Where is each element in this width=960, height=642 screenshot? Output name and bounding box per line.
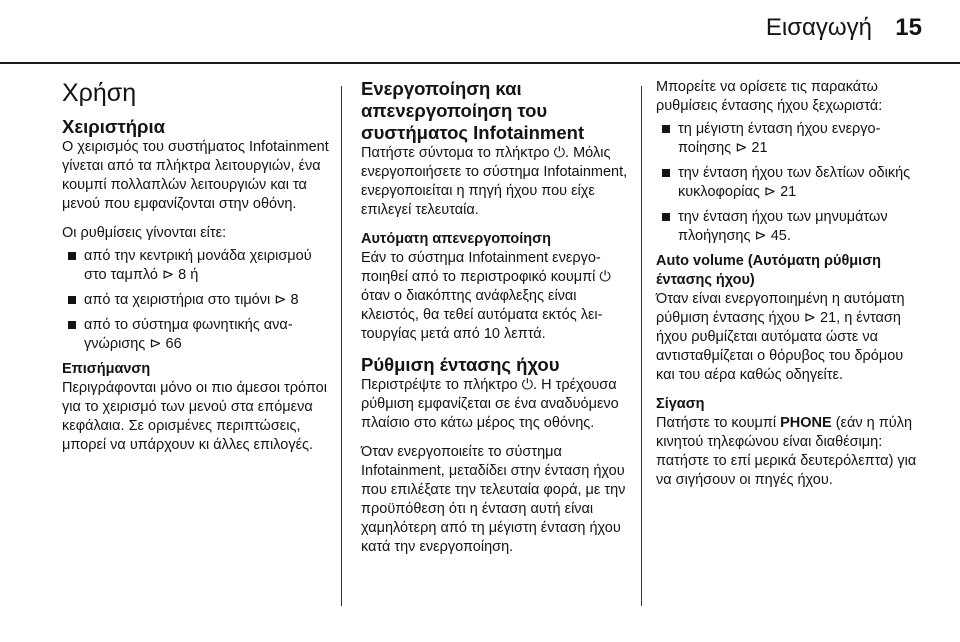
paragraph: Οι ρυθμίσεις γίνονται είτε: xyxy=(62,225,227,241)
reference-arrow-icon: ⊳ xyxy=(274,292,287,308)
note-text: Περιγράφονται μόνο οι πιο άμεσοι τρόποι για το χειρισμό των μενού στα επόμενα κεφάλαια. Σε ορισμένες περιπτώσεις, μπορεί να υπάρχουν κι άλλες επιλογές. xyxy=(62,380,327,453)
column-divider xyxy=(641,86,642,606)
subsection-heading: Ρύθμιση έντασης ήχου xyxy=(361,354,560,375)
reference-arrow-icon: ⊳ xyxy=(149,336,162,352)
subsection-heading: Χειριστήρια xyxy=(62,116,166,137)
paragraph: Ο χειρισμός του συστήματος Infotainment γίνεται από τα πλήκτρα λειτουργιών, ένα κουμπί πολλαπλών λειτουργιών και τα μενού που εμφανίζονται στην οθόνη. xyxy=(62,139,329,212)
list-item: από την κεντρική μονάδα χειρισμού στο ταμπλό ⊳ 8 ή xyxy=(62,247,332,285)
paragraph: Περιστρέψτε το πλήκτρο ⏻. Η τρέχουσα ρύθμιση εμφανίζεται σε ένα αναδυόμενο πλαίσιο στο κάτω μέρος της οθόνης. xyxy=(361,377,619,431)
chapter-title: Εισαγωγή xyxy=(765,14,872,41)
reference-arrow-icon: ⊳ xyxy=(161,267,175,283)
subsection-heading: Σίγαση xyxy=(656,396,705,412)
list-item: την ένταση ήχου των μηνυμάτων πλοήγησης ⊳ 45. xyxy=(656,208,918,246)
page-number: 15 xyxy=(895,14,922,41)
power-knob-icon: ⏻ xyxy=(599,269,611,285)
phone-key-label: PHONE xyxy=(780,415,832,431)
paragraph: Όταν ενεργοποιείτε το σύστημα Infotainment, μεταδίδει στην ένταση ήχου που επιλέξατε την τελευταία φορά, με την προϋπόθεση ότι η ένταση αυτή είναι χαμηλότερη από τη μέγιστη ένταση ήχου κατά την ενεργοποίηση. xyxy=(361,444,626,555)
column-divider xyxy=(341,86,342,606)
paragraph: Όταν είναι ενεργοποιημένη η αυτόματη ρύθμιση έντασης ήχου ⊳ 21, η ένταση ήχου ρυθμίζεται αυτόματα ώστε να αντισταθμίζεται ο θόρυβος του δρόμου και του αέρα καθώς οδηγείτε. xyxy=(656,291,905,383)
reference-arrow-icon: ⊳ xyxy=(754,228,767,244)
note-heading: Επισήμανση xyxy=(62,361,151,377)
subsection-heading: Αυτόματη απενεργοποίηση xyxy=(361,231,551,247)
subsection-heading: Ενεργοποίηση και απενεργοποίηση του συστήματος Infotainment xyxy=(361,78,585,143)
list-item: την ένταση ήχου των δελτίων οδικής κυκλοφορίας ⊳ 21 xyxy=(656,164,918,202)
paragraph: Πατήστε σύντομα το πλήκτρο ⏻. Μόλις ενεργοποιήσετε το σύστημα Infotainment, ενεργοποιείται η πηγή ήχου που είχε επιλεγεί τελευταία. xyxy=(361,145,628,218)
list-item: από το σύστημα φωνητικής αναγνώρισης ⊳ 66 xyxy=(62,316,332,354)
reference-arrow-icon: ⊳ xyxy=(803,310,816,326)
column-3 xyxy=(656,78,918,500)
header-divider xyxy=(0,62,960,64)
bullet-list xyxy=(656,120,918,246)
subsection-heading: Auto volume (Αυτόματη ρύθμιση έντασης ήχου) xyxy=(656,253,881,288)
paragraph: Μπορείτε να ορίσετε τις παρακάτω ρυθμίσεις έντασης ήχου ξεχωριστά: xyxy=(656,79,883,114)
column-2 xyxy=(361,78,633,567)
list-item: από τα χειριστήρια στο τιμόνι ⊳ 8 xyxy=(62,291,332,310)
section-heading: Χρήση xyxy=(62,79,137,107)
list-item: τη μέγιστη ένταση ήχου ενεργοποίησης ⊳ 21 xyxy=(656,120,918,158)
paragraph: Πατήστε το κουμπί PHONE (εάν η πύλη κινητού τηλεφώνου είναι διαθέσιμη: πατήστε το επί μερικά δευτερόλεπτα) για να σιγήσουν οι πηγές ήχου. xyxy=(656,415,917,488)
bullet-list xyxy=(62,247,332,354)
column-1 xyxy=(62,78,332,465)
reference-arrow-icon: ⊳ xyxy=(735,140,748,156)
paragraph: Εάν το σύστημα Infotainment ενεργοποιηθεί από το περιστροφικό κουμπί ⏻ όταν ο διακόπτης ανάφλεξης είναι κλειστός, θα τεθεί αυτόματα εκτός λειτουργίας μετά από 10 λεπτά. xyxy=(361,250,611,342)
reference-arrow-icon: ⊳ xyxy=(763,184,777,200)
power-knob-icon: ⏻ xyxy=(553,145,566,161)
power-knob-icon: ⏻ xyxy=(521,377,534,393)
page-header xyxy=(0,0,960,62)
